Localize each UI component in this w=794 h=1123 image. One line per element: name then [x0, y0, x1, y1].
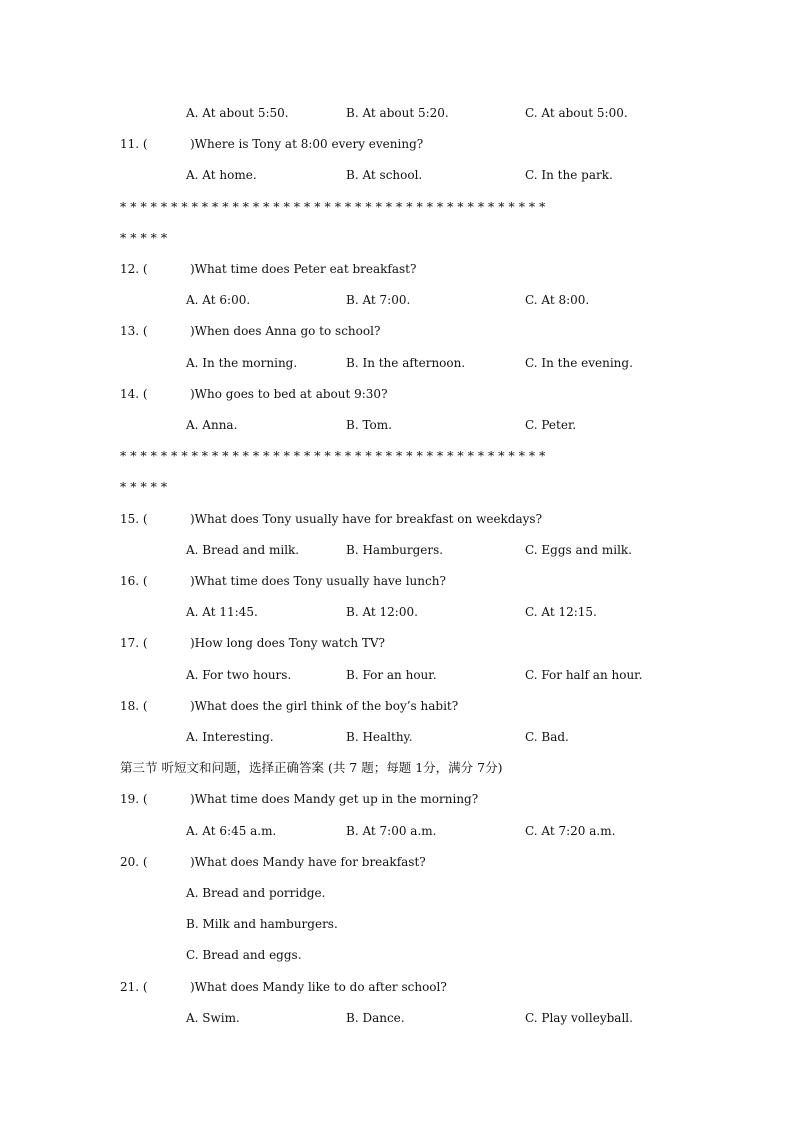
- question-number: 21. (: [120, 979, 148, 994]
- option-b: B. At 7:00 a.m.: [346, 823, 437, 838]
- option-b: B. In the afternoon.: [346, 355, 466, 370]
- options-row: [0, 540, 794, 560]
- options-row: [0, 883, 794, 903]
- question-text: )What time does Tony usually have lunch?: [190, 574, 446, 588]
- option-b: B. At about 5:20.: [346, 106, 449, 120]
- options-row: [0, 1008, 794, 1028]
- option-c: C. Bad.: [525, 730, 569, 744]
- options-row: [0, 945, 794, 965]
- options-row: [0, 727, 794, 747]
- option-c: C. At 12:15.: [525, 605, 597, 620]
- question-number: 13. (: [120, 324, 148, 339]
- option-a: A. Bread and porridge.: [186, 886, 326, 900]
- question-text: )What does Mandy like to do after school?: [190, 979, 447, 994]
- option-a: A. At about 5:50.: [186, 106, 289, 120]
- option-c: C. For half an hour.: [525, 667, 643, 682]
- separator-stars: [0, 446, 794, 466]
- option-a: A. Swim.: [186, 1010, 240, 1025]
- option-b: B. Tom.: [346, 418, 392, 432]
- option-a: C. Bread and eggs.: [186, 948, 302, 963]
- star-divider: * * * * *: [120, 479, 168, 495]
- question-number: 12. (: [120, 262, 148, 276]
- options-row: [0, 353, 794, 373]
- option-b: B. At 12:00.: [346, 605, 418, 620]
- options-row: [0, 914, 794, 934]
- question-row: [0, 134, 794, 154]
- question-text: )When does Anna go to school?: [190, 324, 381, 339]
- question-text: )What time does Mandy get up in the morning?: [190, 792, 479, 807]
- option-a: A. At 6:45 a.m.: [186, 823, 277, 838]
- question-row: [0, 384, 794, 404]
- option-b: B. Healthy.: [346, 730, 413, 744]
- question-row: [0, 789, 794, 809]
- option-a: A. In the morning.: [186, 355, 298, 370]
- option-a: A. At 6:00.: [186, 293, 251, 308]
- option-a: B. Milk and hamburgers.: [186, 917, 338, 932]
- question-number: 20. (: [120, 854, 148, 869]
- options-row: [0, 821, 794, 841]
- star-divider: * * * * * * * * * * * * * * * * * * * * * * * * * * * * * * * * * * * * * * * * * *: [120, 198, 546, 214]
- question-row: [0, 509, 794, 529]
- question-text: )What time does Peter eat breakfast?: [190, 262, 417, 276]
- section-heading: 第三节 听短文和问题，选择正确答案 (共 7 题；每题 1分，满分 7分): [120, 760, 503, 776]
- question-number: 19. (: [120, 792, 148, 807]
- question-number: 15. (: [120, 511, 148, 526]
- question-number: 16. (: [120, 574, 148, 588]
- option-c: C. At 8:00.: [525, 293, 590, 308]
- options-row: [0, 290, 794, 310]
- options-row: [0, 602, 794, 622]
- option-a: A. Anna.: [186, 418, 238, 432]
- option-b: B. Hamburgers.: [346, 542, 444, 557]
- separator-stars: [0, 197, 794, 217]
- section-heading-row: [0, 758, 794, 778]
- options-row: [0, 165, 794, 185]
- question-text: )Where is Tony at 8:00 every evening?: [190, 137, 424, 152]
- question-number: 14. (: [120, 386, 148, 401]
- option-c: C. In the park.: [525, 168, 613, 183]
- question-row: [0, 321, 794, 341]
- option-c: C. At 7:20 a.m.: [525, 823, 616, 838]
- question-text: )What does the girl think of the boy’s habit?: [190, 698, 459, 713]
- option-a: A. At 11:45.: [186, 605, 258, 620]
- question-row: [0, 633, 794, 653]
- option-b: B. At school.: [346, 168, 423, 183]
- option-a: A. For two hours.: [186, 667, 292, 682]
- option-b: B. Dance.: [346, 1010, 405, 1025]
- option-a: A. At home.: [186, 168, 257, 183]
- question-row: [0, 977, 794, 997]
- question-row: [0, 696, 794, 716]
- question-text: )What does Tony usually have for breakfast on weekdays?: [190, 511, 543, 526]
- question-number: 17. (: [120, 636, 148, 651]
- question-row: [0, 852, 794, 872]
- option-c: C. At about 5:00.: [525, 106, 628, 120]
- option-b: B. For an hour.: [346, 667, 437, 682]
- option-a: A. Interesting.: [186, 730, 274, 744]
- option-c: C. Play volleyball.: [525, 1010, 633, 1025]
- separator-stars: [0, 477, 794, 497]
- option-b: B. At 7:00.: [346, 293, 411, 308]
- option-a: A. Bread and milk.: [186, 542, 300, 557]
- separator-stars: [0, 228, 794, 248]
- question-text: )What does Mandy have for breakfast?: [190, 854, 426, 869]
- star-divider: * * * * *: [120, 229, 168, 245]
- question-text: )How long does Tony watch TV?: [190, 636, 385, 651]
- star-divider: * * * * * * * * * * * * * * * * * * * * * * * * * * * * * * * * * * * * * * * * * *: [120, 448, 546, 464]
- option-c: C. In the evening.: [525, 355, 633, 370]
- options-row: [0, 415, 794, 435]
- options-row: [0, 103, 794, 123]
- question-text: )Who goes to bed at about 9:30?: [190, 386, 388, 401]
- options-row: [0, 665, 794, 685]
- question-row: [0, 571, 794, 591]
- question-row: [0, 259, 794, 279]
- option-c: C. Eggs and milk.: [525, 542, 632, 557]
- question-number: 18. (: [120, 698, 148, 713]
- question-number: 11. (: [120, 137, 148, 152]
- option-c: C. Peter.: [525, 418, 577, 432]
